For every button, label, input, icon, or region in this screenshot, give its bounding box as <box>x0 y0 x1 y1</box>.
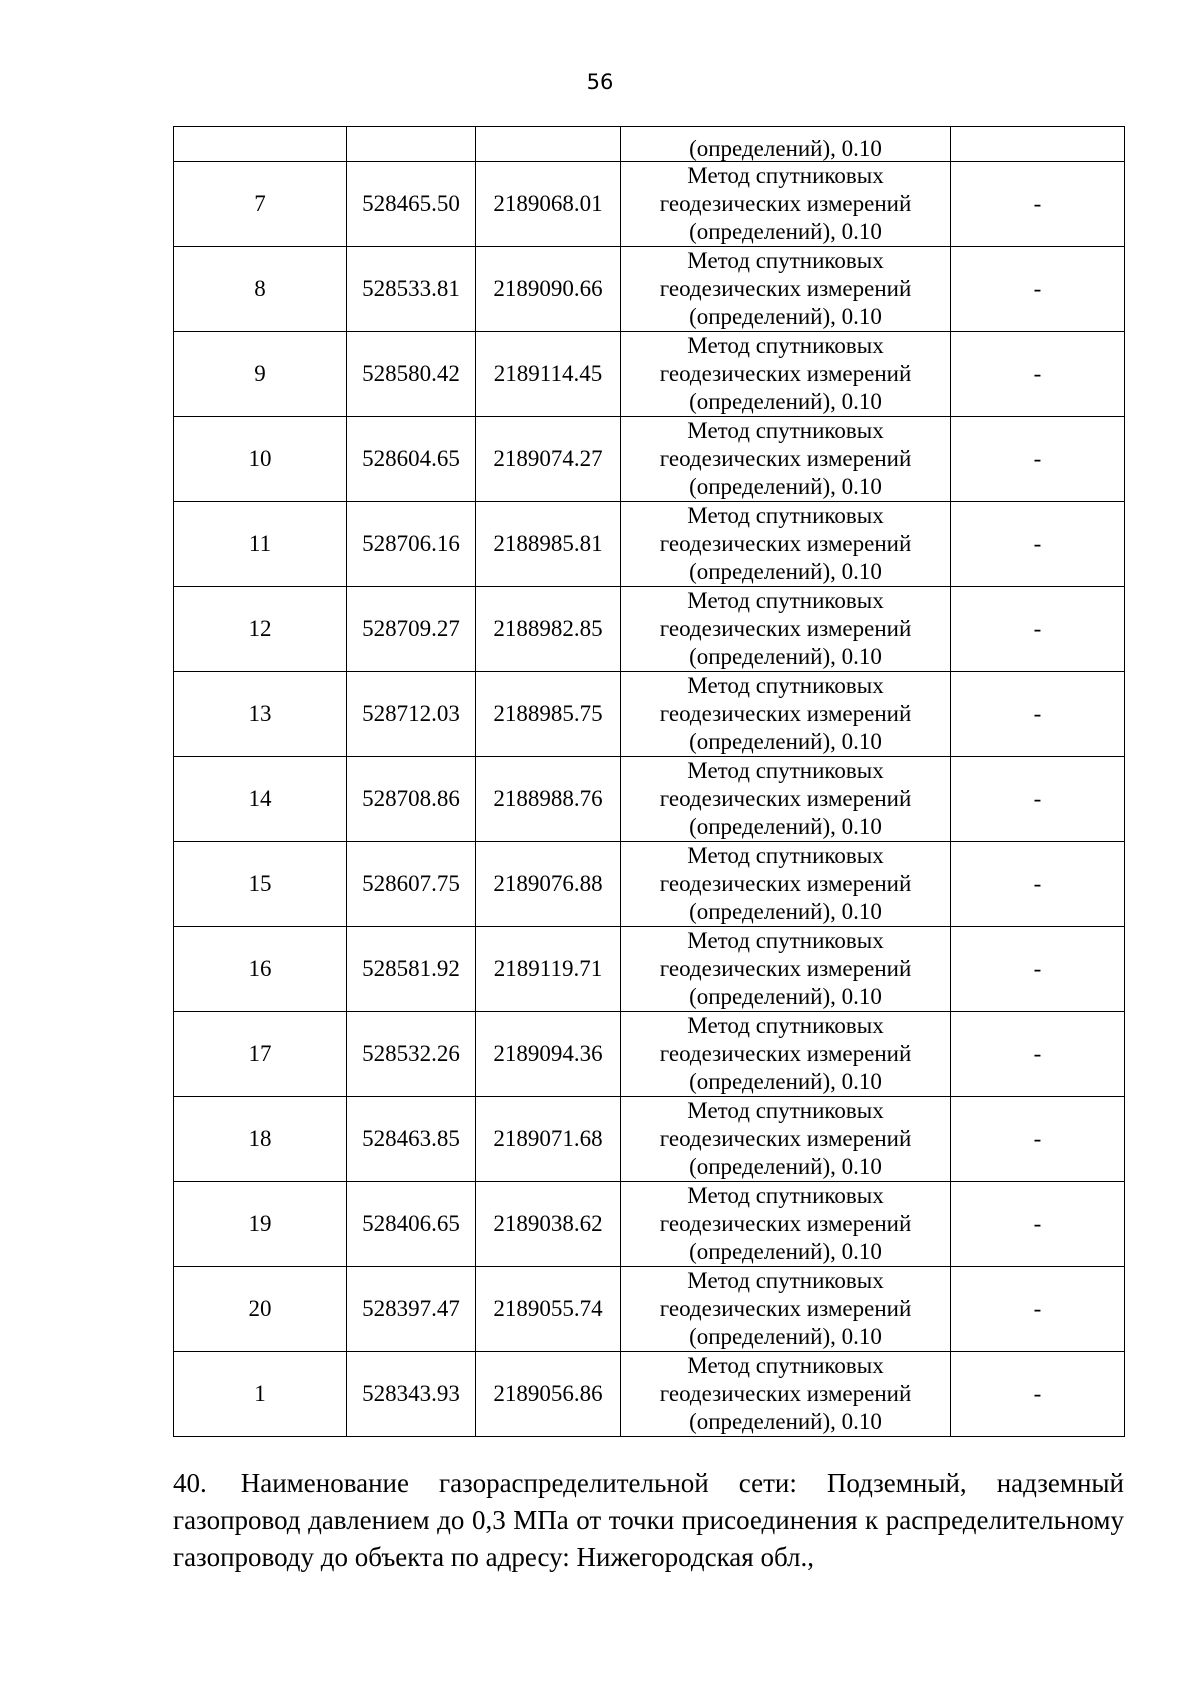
method-line: Метод спутниковых <box>687 928 884 953</box>
cell-number: 15 <box>174 842 347 927</box>
method-line: (определений), 0.10 <box>689 474 882 499</box>
cell-y: 2188982.85 <box>476 587 621 672</box>
cell-y: 2189056.86 <box>476 1352 621 1437</box>
method-line: Метод спутниковых <box>687 843 884 868</box>
cell-note: - <box>951 927 1125 1012</box>
method-line: (определений), 0.10 <box>689 814 882 839</box>
table-row <box>174 1352 1125 1437</box>
method-line: Метод спутниковых <box>687 1268 884 1293</box>
table-row <box>174 842 1125 927</box>
method-line: Метод спутниковых <box>687 588 884 613</box>
cell-method <box>621 1097 951 1182</box>
cell-method <box>621 417 951 502</box>
cell-note: - <box>951 1012 1125 1097</box>
cell-x: 528343.93 <box>347 1352 476 1437</box>
cell-y: 2189068.01 <box>476 162 621 247</box>
method-line: геодезических измерений <box>659 1041 912 1066</box>
cell-x: 528406.65 <box>347 1182 476 1267</box>
cell-note: - <box>951 672 1125 757</box>
method-line: геодезических измерений <box>659 871 912 896</box>
method-line: геодезических измерений <box>659 276 912 301</box>
method-line: Метод спутниковых <box>687 1353 884 1378</box>
cell-y: 2189094.36 <box>476 1012 621 1097</box>
cell-method <box>621 927 951 1012</box>
cell-note: - <box>951 1352 1125 1437</box>
cell-number: 10 <box>174 417 347 502</box>
method-line: (определений), 0.10 <box>689 304 882 329</box>
cell-y: 2189114.45 <box>476 332 621 417</box>
cell-y: 2189090.66 <box>476 247 621 332</box>
cell-method <box>621 1352 951 1437</box>
method-line: (определений), 0.10 <box>689 1154 882 1179</box>
cell-number: 17 <box>174 1012 347 1097</box>
method-line: (определений), 0.10 <box>689 984 882 1009</box>
cell-x: 528580.42 <box>347 332 476 417</box>
table-row <box>174 587 1125 672</box>
method-line: геодезических измерений <box>659 616 912 641</box>
cell-x: 528581.92 <box>347 927 476 1012</box>
table-row <box>174 1267 1125 1352</box>
cell-note: - <box>951 587 1125 672</box>
cell-note: - <box>951 842 1125 927</box>
method-line: Метод спутниковых <box>687 1183 884 1208</box>
cell-y: 2189076.88 <box>476 842 621 927</box>
cell-note <box>951 127 1125 162</box>
cell-number <box>174 127 347 162</box>
section-text: Наименование газораспределительной сети: Подземный, надземный газопровод давлением до 0,3 МПа от точки присоединения к распределительному газопроводу до объекта по адресу: Нижегородская обл., <box>173 1468 1124 1572</box>
method-line: (определений), 0.10 <box>689 729 882 754</box>
method-line: (определений), 0.10 <box>689 1324 882 1349</box>
cell-x: 528708.86 <box>347 757 476 842</box>
method-line: геодезических измерений <box>659 191 912 216</box>
cell-number: 1 <box>174 1352 347 1437</box>
method-line: (определений), 0.10 <box>689 1239 882 1264</box>
cell-method <box>621 247 951 332</box>
cell-number: 9 <box>174 332 347 417</box>
cell-method <box>621 757 951 842</box>
cell-x <box>347 127 476 162</box>
cell-y <box>476 127 621 162</box>
cell-y: 2189119.71 <box>476 927 621 1012</box>
method-line: геодезических измерений <box>659 531 912 556</box>
method-line: геодезических измерений <box>659 361 912 386</box>
cell-x: 528465.50 <box>347 162 476 247</box>
method-line: геодезических измерений <box>659 786 912 811</box>
table-row <box>174 162 1125 247</box>
cell-y: 2189071.68 <box>476 1097 621 1182</box>
method-line: (определений), 0.10 <box>689 389 882 414</box>
cell-number: 19 <box>174 1182 347 1267</box>
cell-x: 528604.65 <box>347 417 476 502</box>
method-line: (определений), 0.10 <box>689 899 882 924</box>
cell-method: (определений), 0.10 <box>621 127 951 162</box>
cell-x: 528712.03 <box>347 672 476 757</box>
method-line: геодезических измерений <box>659 1296 912 1321</box>
table-row <box>174 332 1125 417</box>
cell-x: 528532.26 <box>347 1012 476 1097</box>
cell-number: 11 <box>174 502 347 587</box>
cell-method <box>621 332 951 417</box>
cell-y: 2188985.75 <box>476 672 621 757</box>
table-row <box>174 927 1125 1012</box>
table-row <box>174 1012 1125 1097</box>
cell-method <box>621 1267 951 1352</box>
table-body <box>174 127 1125 1437</box>
cell-note: - <box>951 1182 1125 1267</box>
cell-y: 2188985.81 <box>476 502 621 587</box>
coordinates-table <box>173 126 1125 1437</box>
cell-number: 20 <box>174 1267 347 1352</box>
method-line: Метод спутниковых <box>687 758 884 783</box>
cell-note: - <box>951 1267 1125 1352</box>
cell-method <box>621 502 951 587</box>
cell-method <box>621 1182 951 1267</box>
method-line: геодезических измерений <box>659 446 912 471</box>
method-line: Метод спутниковых <box>687 1098 884 1123</box>
cell-x: 528709.27 <box>347 587 476 672</box>
method-line: геодезических измерений <box>659 1211 912 1236</box>
method-line: Метод спутниковых <box>687 333 884 358</box>
cell-number: 16 <box>174 927 347 1012</box>
cell-y: 2188988.76 <box>476 757 621 842</box>
method-line: Метод спутниковых <box>687 1013 884 1038</box>
cell-x: 528533.81 <box>347 247 476 332</box>
cell-y: 2189074.27 <box>476 417 621 502</box>
table-row-continued <box>174 127 1125 162</box>
cell-x: 528397.47 <box>347 1267 476 1352</box>
method-line: (определений), 0.10 <box>689 559 882 584</box>
cell-note: - <box>951 1097 1125 1182</box>
table-row <box>174 672 1125 757</box>
cell-method <box>621 672 951 757</box>
method-line: (определений), 0.10 <box>689 1069 882 1094</box>
cell-number: 12 <box>174 587 347 672</box>
method-line: Метод спутниковых <box>687 503 884 528</box>
cell-note: - <box>951 332 1125 417</box>
cell-method <box>621 842 951 927</box>
cell-number: 18 <box>174 1097 347 1182</box>
cell-method <box>621 162 951 247</box>
cell-number: 14 <box>174 757 347 842</box>
table-row <box>174 1182 1125 1267</box>
cell-number: 13 <box>174 672 347 757</box>
cell-y: 2189055.74 <box>476 1267 621 1352</box>
table-row <box>174 757 1125 842</box>
method-line: (определений), 0.10 <box>689 219 882 244</box>
method-line: геодезических измерений <box>659 701 912 726</box>
cell-note: - <box>951 162 1125 247</box>
table-row <box>174 247 1125 332</box>
table-row <box>174 502 1125 587</box>
cell-x: 528607.75 <box>347 842 476 927</box>
method-line: (определений), 0.10 <box>689 1409 882 1434</box>
section-paragraph <box>173 1465 1124 1576</box>
cell-method <box>621 587 951 672</box>
method-line: геодезических измерений <box>659 1126 912 1151</box>
cell-note: - <box>951 417 1125 502</box>
method-line: геодезических измерений <box>659 1381 912 1406</box>
section-number: 40. <box>173 1468 207 1498</box>
method-line: Метод спутниковых <box>687 418 884 443</box>
method-line: (определений), 0.10 <box>689 644 882 669</box>
cell-x: 528463.85 <box>347 1097 476 1182</box>
cell-number: 8 <box>174 247 347 332</box>
method-line: Метод спутниковых <box>687 248 884 273</box>
table-row <box>174 1097 1125 1182</box>
cell-number: 7 <box>174 162 347 247</box>
cell-x: 528706.16 <box>347 502 476 587</box>
table-row <box>174 417 1125 502</box>
method-line: геодезических измерений <box>659 956 912 981</box>
cell-y: 2189038.62 <box>476 1182 621 1267</box>
cell-note: - <box>951 247 1125 332</box>
cell-note: - <box>951 757 1125 842</box>
cell-note: - <box>951 502 1125 587</box>
method-line: Метод спутниковых <box>687 673 884 698</box>
method-line: Метод спутниковых <box>687 163 884 188</box>
page-number: 56 <box>586 70 614 94</box>
cell-method <box>621 1012 951 1097</box>
